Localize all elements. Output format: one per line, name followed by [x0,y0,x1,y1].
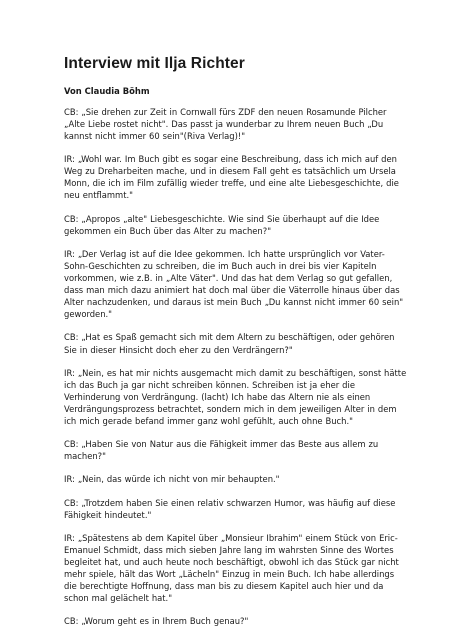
paragraph-7: CB: „Haben Sie von Natur aus die Fähigkeit immer das Beste aus allem zu machen?" [64,439,379,462]
document-author: Von Claudia Böhm [64,86,150,96]
paragraph-11: CB: „Worum geht es in Ihrem Buch genau?" [64,616,249,627]
paragraph-3: CB: „Apropos „alte" Liebesgeschichte. Wie sind Sie überhaupt auf die Idee gekommen ein Buch über das Alter zu machen?" [64,213,380,236]
paragraph-10: IR: „Spätestens ab dem Kapitel über „Monsieur Ibrahim" einem Stück von Eric-Emanuel Schmidt, dass mich sieben Jahre lang im wahrsten Sinne des Wortes begleitet hat, und auch heute noch beschäftigt, obwohl ich das Stück gar nicht mehr spiele, hält das Wort „Lächeln" Einzug in mein Buch. Ich habe allerdings die berechtigte Hoffnung, dass man bis zu diesem Kapitel auch hier und da schon mal gelächelt hat." [64,532,399,604]
document-title: Interview mit Ilja Richter [64,55,245,72]
paragraph-8: IR: „Nein, das würde ich nicht von mir behaupten." [64,474,280,485]
paragraph-6: IR: „Nein, es hat mir nichts ausgemacht mich damit zu beschäftigen, sonst hätte ich das Buch ja gar nicht schreiben können. Schreiben ist ja eher die Verhinderung von Verdrängung. (lacht) Ich habe das Altern nie als einen Verdrängungsprozess betrachtet, sondern mich in dem jeweiligen Alter in dem ich mich gerade befand immer ganz wohl gefühlt, auch ohne Buch." [64,367,407,426]
paragraph-9: CB: „Trotzdem haben Sie einen relativ schwarzen Humor, was häufig auf diese Fähigkeit hindeutet." [64,497,396,520]
paragraph-2: IR: „Wohl war. Im Buch gibt es sogar eine Beschreibung, dass ich mich auf den Weg zu Dreharbeiten mache, und in diesem Fall geht es tatsächlich um Ursela Monn, die ich im Film zufällig wieder treffe, und eine alte Liebesgeschichte, die neu entflammt." [64,154,399,201]
paragraph-5: CB: „Hat es Spaß gemacht sich mit dem Altern zu beschäftigen, oder gehören Sie in dieser Hinsicht doch eher zu den Verdrängern?" [64,332,395,355]
paragraph-1: CB: „Sie drehen zur Zeit in Cornwall fürs ZDF den neuen Rosamunde Pilcher „Alte Liebe rostet nicht". Das passt ja wunderbar zu Ihrem neuen Buch „Du kannst nicht immer 60 sein"(Riva Verlag)!" [64,107,387,142]
paragraph-4: IR: „Der Verlag ist auf die Idee gekommen. Ich hatte ursprünglich vor Vater-Sohn-Geschichten zu schreiben, die im Buch auch in drei bis vier Kapiteln vorkommen, wie z.B. in „Alte Väter". Und das hat dem Verlag so gut gefallen, dass man mich dazu animiert hat doch mal über die Väterrolle hinaus über das Alter nachzudenken, und daraus ist mein Buch „Du kannst nicht immer 60 sein" geworden." [64,248,404,320]
interview-body [64,106,409,627]
